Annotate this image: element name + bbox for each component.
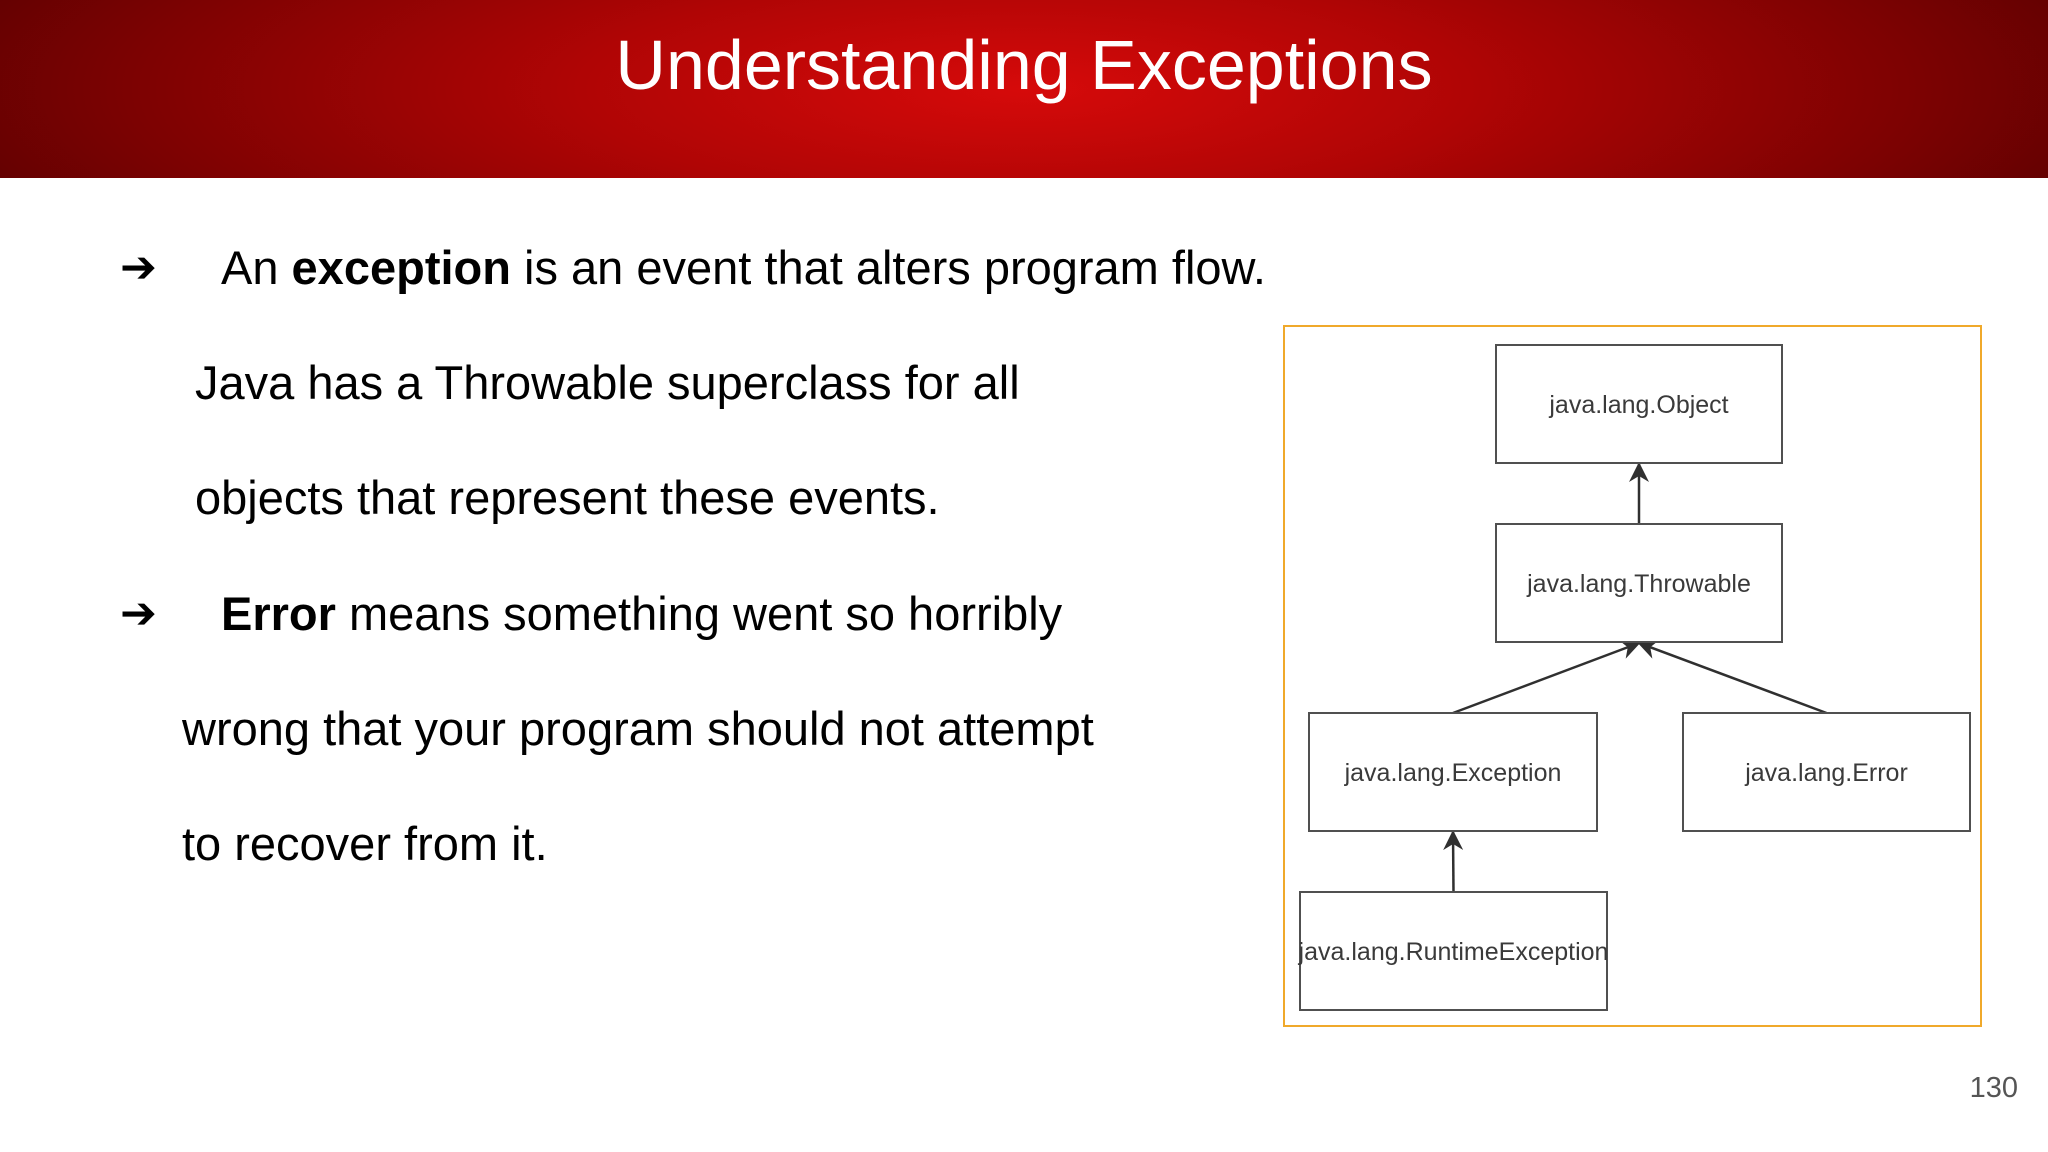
node-error: [1683, 713, 1970, 831]
edge-exception-to-throwable: [1453, 643, 1639, 713]
node-label-error: java.lang.Error: [1745, 759, 1908, 787]
bold-term-exception: exception: [291, 241, 511, 294]
slide-title: Understanding Exceptions: [615, 26, 1433, 104]
page-number: 130: [1969, 1072, 2018, 1104]
bullet-2-line-2: wrong that your program should not attempt: [182, 702, 1094, 755]
bullet-1-line-3: objects that represent these events.: [195, 471, 940, 524]
node-label-object: java.lang.Object: [1549, 391, 1729, 419]
edge-runtime-to-exception: [1453, 832, 1454, 892]
class-hierarchy-svg: [1285, 327, 1984, 1029]
bullet-2-line-1: Error means something went so horribly: [221, 587, 1063, 640]
edge-error-to-throwable: [1639, 643, 1827, 713]
title-bar: [0, 0, 2048, 178]
class-hierarchy-diagram: [1283, 325, 1982, 1027]
bullet-2-line-3: to recover from it.: [182, 817, 548, 870]
bold-term-error: Error: [221, 587, 336, 640]
bullet-1-line-1: An exception is an event that alters program flow.: [221, 241, 1266, 294]
node-label-runtime: java.lang.RuntimeException: [1298, 938, 1609, 966]
bullet-arrow-icon: ➔: [120, 242, 157, 293]
node-runtime: [1298, 892, 1609, 1010]
node-throwable: [1496, 524, 1782, 642]
node-exception: [1309, 713, 1597, 831]
node-label-exception: java.lang.Exception: [1344, 759, 1562, 787]
node-object: [1496, 345, 1782, 463]
node-label-throwable: java.lang.Throwable: [1527, 570, 1751, 598]
bullet-arrow-icon: ➔: [120, 588, 157, 639]
bullet-1-line-2: Java has a Throwable superclass for all: [195, 356, 1020, 409]
